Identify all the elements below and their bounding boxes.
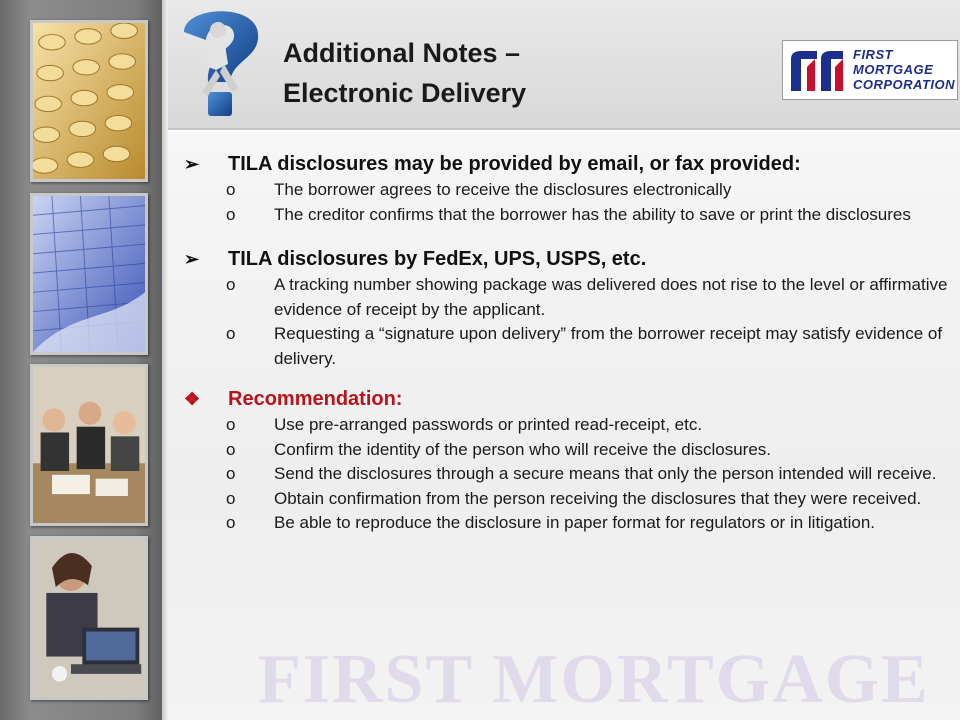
logo-text [853,47,955,92]
sub-bullet-icon: o [226,488,236,508]
logo-line-2: MORTGAGE [853,62,934,77]
list-item-text: The borrower agrees to receive the disclosures electronically [274,180,732,199]
watermark-text: FIRST MORTGAGE [258,641,930,718]
list-item [178,487,948,512]
heading-text: TILA disclosures may be provided by email, or fax provided: [228,153,801,175]
list-item [178,438,948,463]
company-logo [782,40,958,100]
sub-bullet-icon: o [226,204,236,224]
list-item-text: Use pre-arranged passwords or printed read-receipt, etc. [274,415,703,434]
list-item [178,273,948,322]
laptop-photo [30,536,148,700]
logo-line-3: CORPORATION [853,77,956,92]
list-item-text: Requesting a “signature upon delivery” from the borrower receipt may satisfy evidence of delivery. [274,324,943,368]
slide-content [178,150,948,536]
list-item-text: The creditor confirms that the borrower has the ability to save or print the disclosures [274,204,911,224]
title-line-1: Additional Notes – [283,38,521,68]
list-item [178,462,948,487]
logo-line-1: FIRST [853,47,894,62]
list-item [178,203,948,228]
list-item-text: Be able to reproduce the disclosure in paper format for regulators or in litigation. [274,513,875,532]
list-item-text: Confirm the identity of the person who will receive the disclosures. [274,439,772,459]
section-heading [178,150,948,178]
title-line-2: Electronic Delivery [283,78,527,108]
calculator-photo [30,20,148,182]
sub-bullet-icon: o [226,415,236,434]
question-mark-figure-icon [172,0,268,128]
list-item-text: A tracking number showing package was delivered does not rise to the level or affirmative evidence of receipt by the applicant. [274,275,948,319]
logo-mark-icon [787,45,847,97]
sub-bullet-icon: o [226,180,236,199]
diamond-bullet-icon: ❖ [184,389,201,409]
meeting-photo [30,364,148,526]
list-item-text: Obtain confirmation from the person receiving the disclosures that they were received. [274,488,922,508]
recommendation-heading [178,385,948,413]
spreadsheet-photo [30,193,148,355]
section-heading [178,245,948,273]
sub-bullet-icon: o [226,324,236,343]
sub-bullet-icon: o [226,513,236,532]
photo-sidebar [0,0,168,720]
list-item-text: Send the disclosures through a secure means that only the person intended will receive. [274,464,937,483]
list-item [178,178,948,203]
sub-bullet-icon: o [226,275,236,294]
list-item [178,511,948,536]
heading-text: TILA disclosures by FedEx, UPS, USPS, etc. [228,248,647,270]
sub-bullet-icon: o [226,439,236,459]
arrow-bullet-icon: ➢ [184,154,200,174]
sub-bullet-icon: o [226,464,236,483]
page-title [283,33,526,113]
arrow-bullet-icon: ➢ [184,249,200,269]
heading-text: Recommendation: [228,388,403,410]
list-item [178,413,948,438]
list-item [178,322,948,371]
